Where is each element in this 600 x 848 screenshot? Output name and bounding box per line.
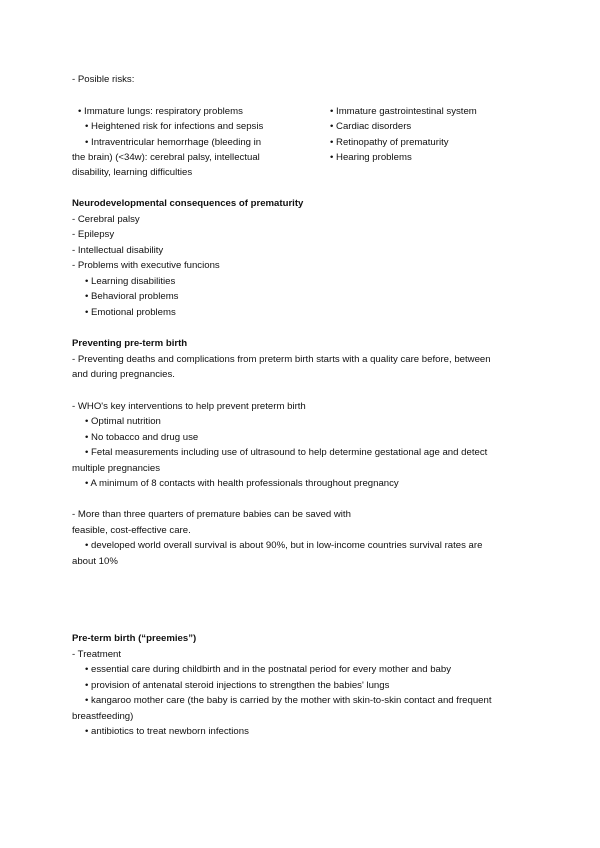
risk-item-left-continued: disability, learning difficulties	[72, 167, 193, 178]
treatment-item: • kangaroo mother care (the baby is carried by the mother with skin-to-skin contact and frequent	[85, 695, 492, 706]
risks-heading: - Posible risks:	[72, 74, 135, 85]
treatment-heading: - Treatment	[72, 649, 122, 660]
treatment-item: • antibiotics to treat newborn infections	[85, 726, 249, 737]
neuro-item: - Cerebral palsy	[72, 214, 140, 225]
risk-item-right: • Retinopathy of prematurity	[330, 137, 449, 148]
treatment-item: • provision of antenatal steroid injections to strengthen the babies' lungs	[85, 680, 390, 691]
who-item: • A minimum of 8 contacts with health professionals throughout pregnancy	[85, 478, 399, 489]
risk-item-left: • Heightened risk for infections and sepsis	[85, 121, 264, 132]
risk-item-left: • Immature lungs: respiratory problems	[78, 106, 243, 117]
neuro-subitem: • Emotional problems	[85, 307, 176, 318]
preventing-intro-line: - Preventing deaths and complications from preterm birth starts with a quality care before, between	[72, 354, 491, 365]
survival-line: feasible, cost-effective care.	[72, 525, 191, 536]
risk-item-right: • Hearing problems	[330, 152, 412, 163]
neuro-item: - Problems with executive funcions	[72, 260, 220, 271]
neuro-title: Neurodevelopmental consequences of prematurity	[72, 198, 304, 209]
neuro-subitem: • Learning disabilities	[85, 276, 176, 287]
who-heading: - WHO's key interventions to help prevent preterm birth	[72, 401, 306, 412]
who-item: • Optimal nutrition	[85, 416, 161, 427]
risk-item-right: • Cardiac disorders	[330, 121, 412, 132]
neuro-item: - Epilepsy	[72, 229, 115, 240]
treatment-title: Pre-term birth (“preemies”)	[72, 633, 197, 644]
survival-line: • developed world overall survival is about 90%, but in low-income countries survival rates are	[85, 540, 483, 551]
survival-line: about 10%	[72, 556, 118, 567]
who-item-continued: multiple pregnancies	[72, 463, 160, 474]
risk-item-left: • Intraventricular hemorrhage (bleeding in	[85, 137, 262, 148]
preventing-intro-line: and during pregnancies.	[72, 369, 175, 380]
risk-item-right: • Immature gastrointestinal system	[330, 106, 477, 117]
neuro-subitem: • Behavioral problems	[85, 291, 179, 302]
survival-line: - More than three quarters of premature babies can be saved with	[72, 509, 351, 520]
who-item: • No tobacco and drug use	[85, 432, 199, 443]
treatment-item-continued: breastfeeding)	[72, 711, 134, 722]
treatment-item: • essential care during childbirth and in the postnatal period for every mother and baby	[85, 664, 452, 675]
preventing-title: Preventing pre-term birth	[72, 338, 188, 349]
who-item: • Fetal measurements including use of ultrasound to help determine gestational age and detect	[85, 447, 488, 458]
neuro-item: - Intellectual disability	[72, 245, 164, 256]
risk-item-left-continued: the brain) (<34w): cerebral palsy, intellectual	[72, 152, 260, 163]
